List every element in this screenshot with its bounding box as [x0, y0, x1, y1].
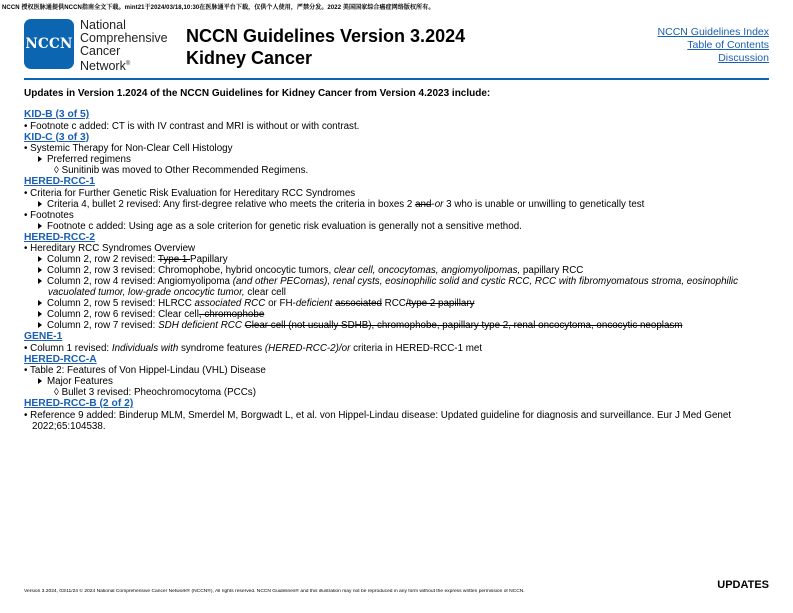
section-link-hered-rcc-1[interactable]: HERED-RCC-1: [24, 176, 95, 187]
registered-mark: ®: [125, 61, 131, 67]
list-item: • Footnote c added: CT is with IV contrast and MRI is without or with contrast.: [24, 120, 360, 132]
list-item: • Hereditary RCC Syndromes Overview: [24, 243, 196, 254]
copyright-footer: Version 3.2024, 03/11/24 © 2024 National Comprehensive Cancer Network® (NCCN®), All rights reserved. NCCN Guidelines® and this illustration may not be reproduced in any form without the express written permission of NCCN.: [24, 589, 525, 594]
title-line2: Kidney Cancer: [186, 48, 313, 68]
intro-heading: Updates in Version 1.2024 of the NCCN Guidelines for Kidney Cancer from Version 4.2023 include:: [24, 88, 491, 99]
triangle-right-icon: [38, 278, 42, 284]
list-item: • Reference 9 added: Binderup MLM, Smerdel M, Borgwadt L, et al. von Hippel-Lindau disease: Updated guideline for diagnosis and surveillance. Eur J Med Genet 2022;65:104538.: [24, 409, 732, 432]
org-name: [80, 19, 182, 73]
org-name-line4: Network: [80, 59, 126, 74]
list-item: Footnote c added: Using age as a sole criterion for genetic risk evaluation is generally not a sensitive method.: [24, 221, 769, 232]
list-item: Column 2, row 6 revised: Clear cell, chromophobe: [24, 309, 769, 320]
triangle-right-icon: [38, 156, 42, 162]
triangle-right-icon: [38, 311, 42, 317]
section-link-kid-b[interactable]: KID-B (3 of 5): [24, 109, 90, 120]
triangle-right-icon: [38, 322, 42, 328]
guidelines-index-link[interactable]: NCCN Guidelines Index: [657, 26, 769, 38]
triangle-right-icon: [38, 223, 42, 229]
triangle-right-icon: [38, 267, 42, 273]
triangle-right-icon: [38, 256, 42, 262]
diamond-icon: ◊: [54, 165, 62, 176]
list-item: • Table 2: Features of Von Hippel-Lindau (VHL) Disease: [24, 365, 266, 376]
top-nav-links: [658, 26, 769, 66]
discussion-link[interactable]: Discussion: [718, 52, 769, 65]
header-divider: [24, 78, 769, 80]
list-item: • Footnotes: [24, 209, 74, 221]
list-item: Column 2, row 2 revised: Type 1 Papillary: [24, 254, 769, 265]
updates-label: UPDATES: [717, 579, 769, 591]
nccn-logo-text: NCCN: [25, 36, 73, 52]
list-item: • Criteria for Further Genetic Risk Evaluation for Hereditary RCC Syndromes: [24, 187, 356, 199]
updates-content: [24, 88, 769, 432]
triangle-right-icon: [38, 201, 42, 207]
top-banner: NCCN 授权医脉通提供NCCN指南全文下载。mint21于2024/03/18,10:30在医脉通平台下载，仅供个人使用，严禁分发。2022 美国国家综合癌症网络版权所有。: [2, 5, 435, 11]
page-title: [186, 25, 526, 69]
list-item: ◊ Bullet 3 revised: Pheochromocytoma (PCCs): [54, 387, 256, 398]
section-link-hered-rcc-a[interactable]: HERED-RCC-A: [24, 353, 97, 365]
list-item: • Systemic Therapy for Non-Clear Cell Histology: [24, 143, 233, 154]
list-item: • Column 1 revised: Individuals with syndrome features (HERED-RCC-2)/or criteria in HERED-RCC-1 met: [24, 342, 483, 354]
list-item: Criteria 4, bullet 2 revised: Any first-degree relative who meets the criteria in boxes 2 and-or 3 who is unable or unwilling to genetically test: [24, 199, 769, 210]
org-name-line2: Comprehensive: [80, 31, 168, 45]
diamond-icon: ◊: [54, 387, 62, 398]
list-item: ◊ Sunitinib was moved to Other Recommended Regimens.: [54, 165, 309, 176]
org-name-line1: National: [80, 18, 126, 32]
triangle-right-icon: [38, 300, 42, 306]
nccn-logo: [24, 19, 74, 69]
org-name-line3: Cancer: [80, 44, 121, 58]
section-link-hered-rcc-2[interactable]: HERED-RCC-2: [24, 231, 95, 243]
list-item: Preferred regimens: [24, 154, 769, 165]
list-item: Column 2, row 3 revised: Chromophobe, hybrid oncocytic tumors, clear cell, oncocytomas, angiomyolipomas, papillary RCC: [24, 265, 769, 276]
table-of-contents-link[interactable]: Table of Contents: [687, 39, 769, 52]
title-line1: NCCN Guidelines Version 3.2024: [186, 26, 466, 46]
list-item: Major Features: [24, 376, 769, 387]
list-item: Column 2, row 5 revised: HLRCC associated RCC or FH-deficient associated RCC/type 2 papillary: [24, 298, 769, 309]
section-link-hered-rcc-b[interactable]: HERED-RCC-B (2 of 2): [24, 398, 134, 409]
list-item: Column 2, row 7 revised: SDH deficient RCC Clear cell (not usually SDHB), chromophobe, papillary type 2, renal oncocytoma, oncocytic neoplasm: [24, 320, 769, 331]
list-item: Column 2, row 4 revised: Angiomyolipoma (and other PEComas), renal cysts, eosinophilic solid and cystic RCC, RCC with fibromyomatous stroma, eosinophilic vacuolated tumor, low-grade oncocytic tumor, clear cell: [24, 276, 769, 298]
section-link-kid-c[interactable]: KID-C (3 of 3): [24, 131, 90, 143]
triangle-right-icon: [38, 378, 42, 384]
section-link-gene-1[interactable]: GENE-1: [24, 331, 63, 342]
